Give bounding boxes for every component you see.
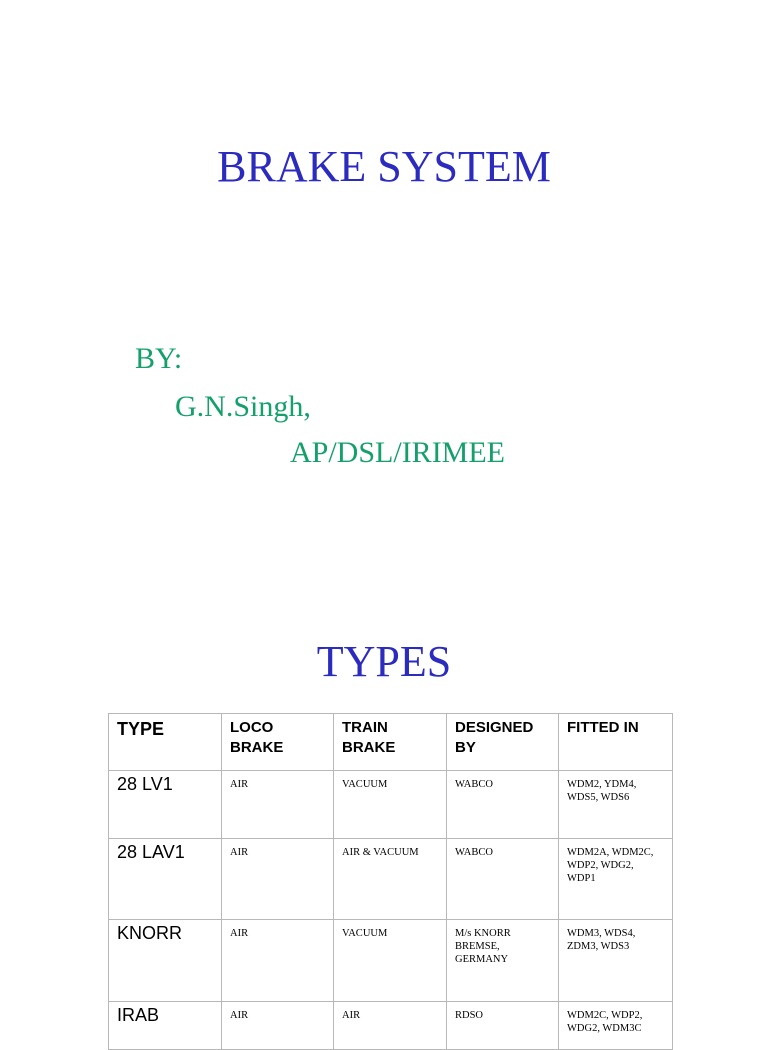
table-header-row <box>109 714 673 771</box>
cell-train-brake: AIR & VACUUM <box>334 839 447 920</box>
cell-loco-brake: AIR <box>222 771 334 839</box>
cell-fitted-in: WDM2C, WDP2, WDG2, WDM3C <box>559 1002 673 1050</box>
table-row <box>109 1002 673 1050</box>
cell-type: KNORR <box>109 920 222 1002</box>
cell-fitted-in: WDM2A, WDM2C, WDP2, WDG2, WDP1 <box>559 839 673 920</box>
header-loco-brake: LOCO BRAKE <box>222 714 334 771</box>
header-type: TYPE <box>109 714 222 771</box>
cell-type: IRAB <box>109 1002 222 1050</box>
cell-train-brake: VACUUM <box>334 771 447 839</box>
table-row <box>109 839 673 920</box>
cell-designed-by: WABCO <box>447 771 559 839</box>
header-fitted-in: FITTED IN <box>559 714 673 771</box>
byline-label: BY: <box>135 342 183 375</box>
cell-loco-brake: AIR <box>222 839 334 920</box>
cell-loco-brake: AIR <box>222 920 334 1002</box>
author-name: G.N.Singh, <box>175 390 311 423</box>
table-row <box>109 920 673 1002</box>
cell-loco-brake: AIR <box>222 1002 334 1050</box>
author-department: AP/DSL/IRIMEE <box>290 436 506 469</box>
header-train-brake: TRAIN BRAKE <box>334 714 447 771</box>
cell-designed-by: RDSO <box>447 1002 559 1050</box>
cell-designed-by: M/s KNORR BREMSE, GERMANY <box>447 920 559 1002</box>
header-designed-by: DESIGNED BY <box>447 714 559 771</box>
cell-train-brake: VACUUM <box>334 920 447 1002</box>
cell-fitted-in: WDM2, YDM4, WDS5, WDS6 <box>559 771 673 839</box>
cell-train-brake: AIR <box>334 1002 447 1050</box>
page-title: BRAKE SYSTEM <box>217 142 551 191</box>
cell-fitted-in: WDM3, WDS4, ZDM3, WDS3 <box>559 920 673 1002</box>
cell-type: 28 LV1 <box>109 771 222 839</box>
cell-type: 28 LAV1 <box>109 839 222 920</box>
cell-designed-by: WABCO <box>447 839 559 920</box>
section-title-types: TYPES <box>316 637 452 686</box>
brake-types-table <box>108 713 673 1050</box>
table-row <box>109 771 673 839</box>
